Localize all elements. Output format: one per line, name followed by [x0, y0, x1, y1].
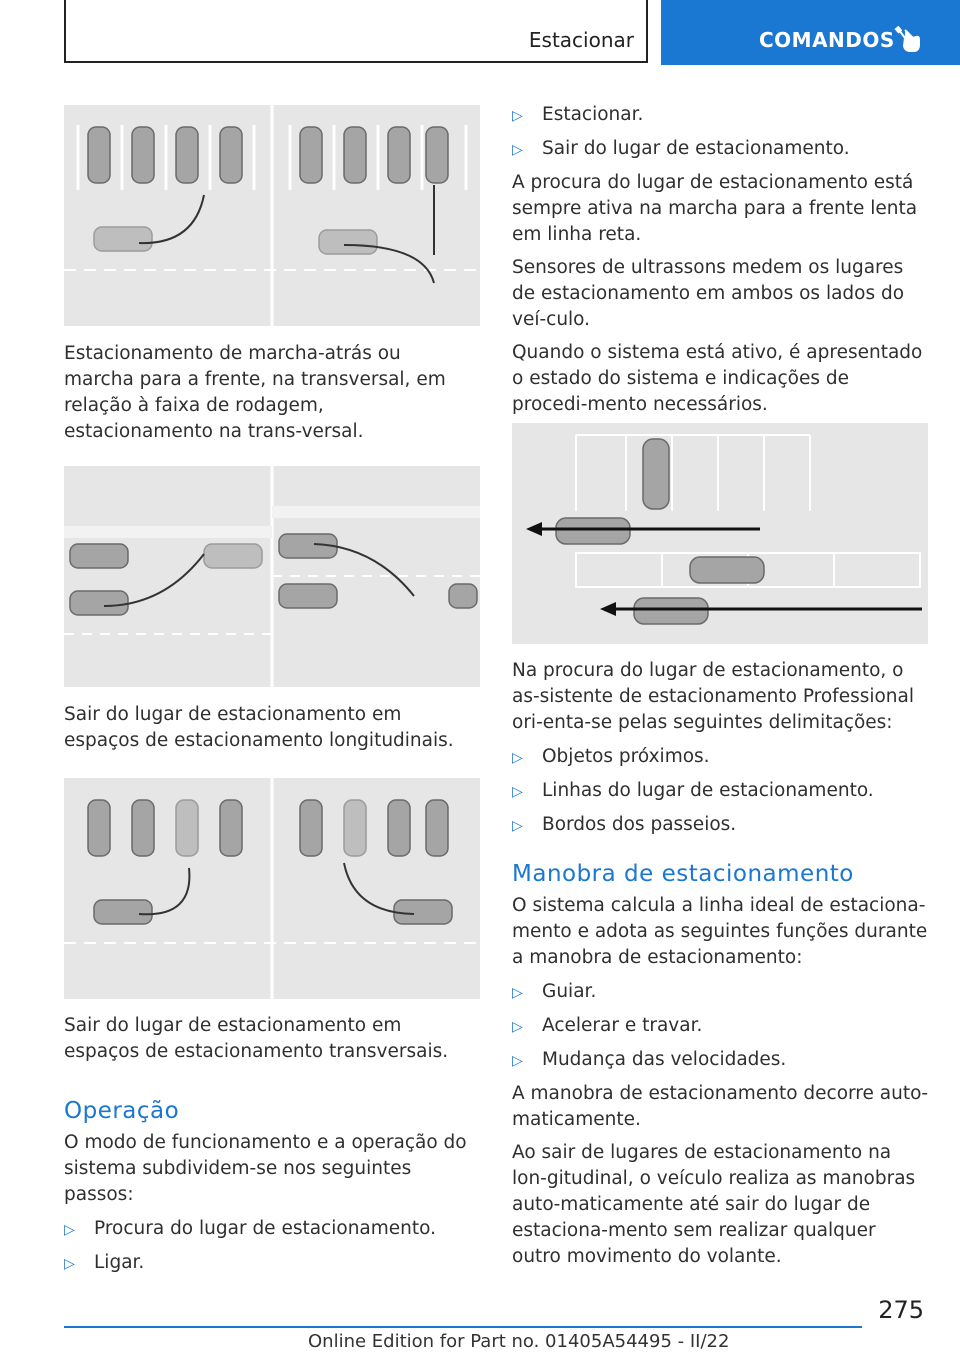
footer-edition: Online Edition for Part no. 01405A54495 - II/22 — [308, 1331, 730, 1352]
header-section-box — [64, 0, 648, 63]
heading-operation: Operação — [64, 1098, 180, 1124]
right-column-bottom — [512, 658, 930, 1270]
header-chapter-box — [661, 0, 960, 65]
list-item-text: Sair do lugar de estacionamento. — [542, 138, 850, 159]
figure-4-caption: Na procura do lugar de estacionamento, o as‐sistente de estacionamento Professional ori‐enta-se pelas seguintes delimitações: — [512, 660, 915, 733]
footer-divider — [64, 1326, 862, 1328]
figure-space-search — [512, 423, 928, 644]
header-chapter-title: COMANDOS — [759, 28, 895, 52]
figure-1-caption: Estacionamento de marcha-atrás ou marcha para a frente, na transversal, em relação à faixa de rodagem, estacionamento na trans‐versal. — [64, 343, 446, 442]
operation-intro: O modo de funcionamento e a operação do sistema subdividem-se nos seguintes passos: — [64, 1132, 467, 1205]
list-item — [512, 1013, 930, 1040]
right-column-top — [512, 102, 930, 418]
bullet-triangle-icon: ▷ — [64, 1222, 75, 1238]
figure-3-caption: Sair do lugar de estacionamento em espaços de estacionamento transversais. — [64, 1015, 449, 1062]
list-item-text: Linhas do lugar de estacionamento. — [542, 780, 874, 801]
list-item-text: Objetos próximos. — [542, 746, 710, 767]
list-item-text: Mudança das velocidades. — [542, 1049, 787, 1070]
list-item — [64, 1216, 484, 1243]
bullet-triangle-icon: ▷ — [512, 818, 523, 834]
bullet-triangle-icon: ▷ — [64, 1256, 75, 1272]
bullet-triangle-icon: ▷ — [512, 985, 523, 1001]
bullet-triangle-icon: ▷ — [512, 108, 523, 124]
list-item-text: Bordos dos passeios. — [542, 814, 737, 835]
exit-perpendicular-illustration — [64, 778, 480, 999]
paragraph-automatic: A manobra de estacionamento decorre auto‐maticamente. — [512, 1083, 929, 1130]
figure-exit-perpendicular — [64, 778, 480, 999]
list-item — [512, 812, 930, 839]
page-number: 275 — [878, 1296, 924, 1324]
list-item — [512, 136, 930, 163]
list-item-text: Ligar. — [94, 1252, 145, 1273]
exit-parallel-illustration — [64, 466, 480, 687]
list-item — [512, 979, 930, 1006]
list-item — [512, 102, 930, 129]
list-item-text: Guiar. — [542, 981, 597, 1002]
list-item — [64, 1250, 484, 1277]
bullet-triangle-icon: ▷ — [512, 784, 523, 800]
space-search-illustration — [512, 423, 928, 644]
paragraph-search-active: A procura do lugar de estacionamento está sempre ativa na marcha para a frente lenta em linha reta. — [512, 172, 918, 245]
bullet-triangle-icon: ▷ — [512, 750, 523, 766]
maneuver-intro: O sistema calcula a linha ideal de estaciona‐mento e adota as seguintes funções durante a manobra de estacionamento: — [512, 895, 928, 968]
bullet-triangle-icon: ▷ — [512, 142, 523, 158]
paragraph-status: Quando o sistema está ativo, é apresentado o estado do sistema e indicações de procedi‐mento necessários. — [512, 342, 923, 415]
list-item — [512, 1047, 930, 1074]
paragraph-ultrasonic: Sensores de ultrassons medem os lugares de estacionamento em ambos os lados do veí‐culo. — [512, 257, 905, 330]
hand-pointer-icon — [893, 24, 923, 54]
figure-exit-parallel — [64, 466, 480, 687]
bullet-triangle-icon: ▷ — [512, 1053, 523, 1069]
list-item — [512, 744, 930, 771]
perpendicular-parking-illustration — [64, 105, 480, 326]
paragraph-exit-longitudinal: Ao sair de lugares de estacionamento na lon‐gitudinal, o veículo realiza as manobras auto‐maticamente até sair do lugar de estaciona‐mento sem realizar qualquer outro movimento do volante. — [512, 1142, 916, 1267]
heading-maneuver: Manobra de estacionamento — [512, 861, 854, 887]
figure-2-caption: Sair do lugar de estacionamento em espaços de estacionamento longitudinais. — [64, 704, 454, 751]
bullet-triangle-icon: ▷ — [512, 1019, 523, 1035]
figure-perpendicular-parking — [64, 105, 480, 326]
list-item-text: Procura do lugar de estacionamento. — [94, 1218, 437, 1239]
list-item — [512, 778, 930, 805]
list-item-text: Estacionar. — [542, 104, 644, 125]
header-section-title: Estacionar — [528, 28, 634, 52]
left-column-operation — [64, 1098, 484, 1277]
list-item-text: Acelerar e travar. — [542, 1015, 703, 1036]
